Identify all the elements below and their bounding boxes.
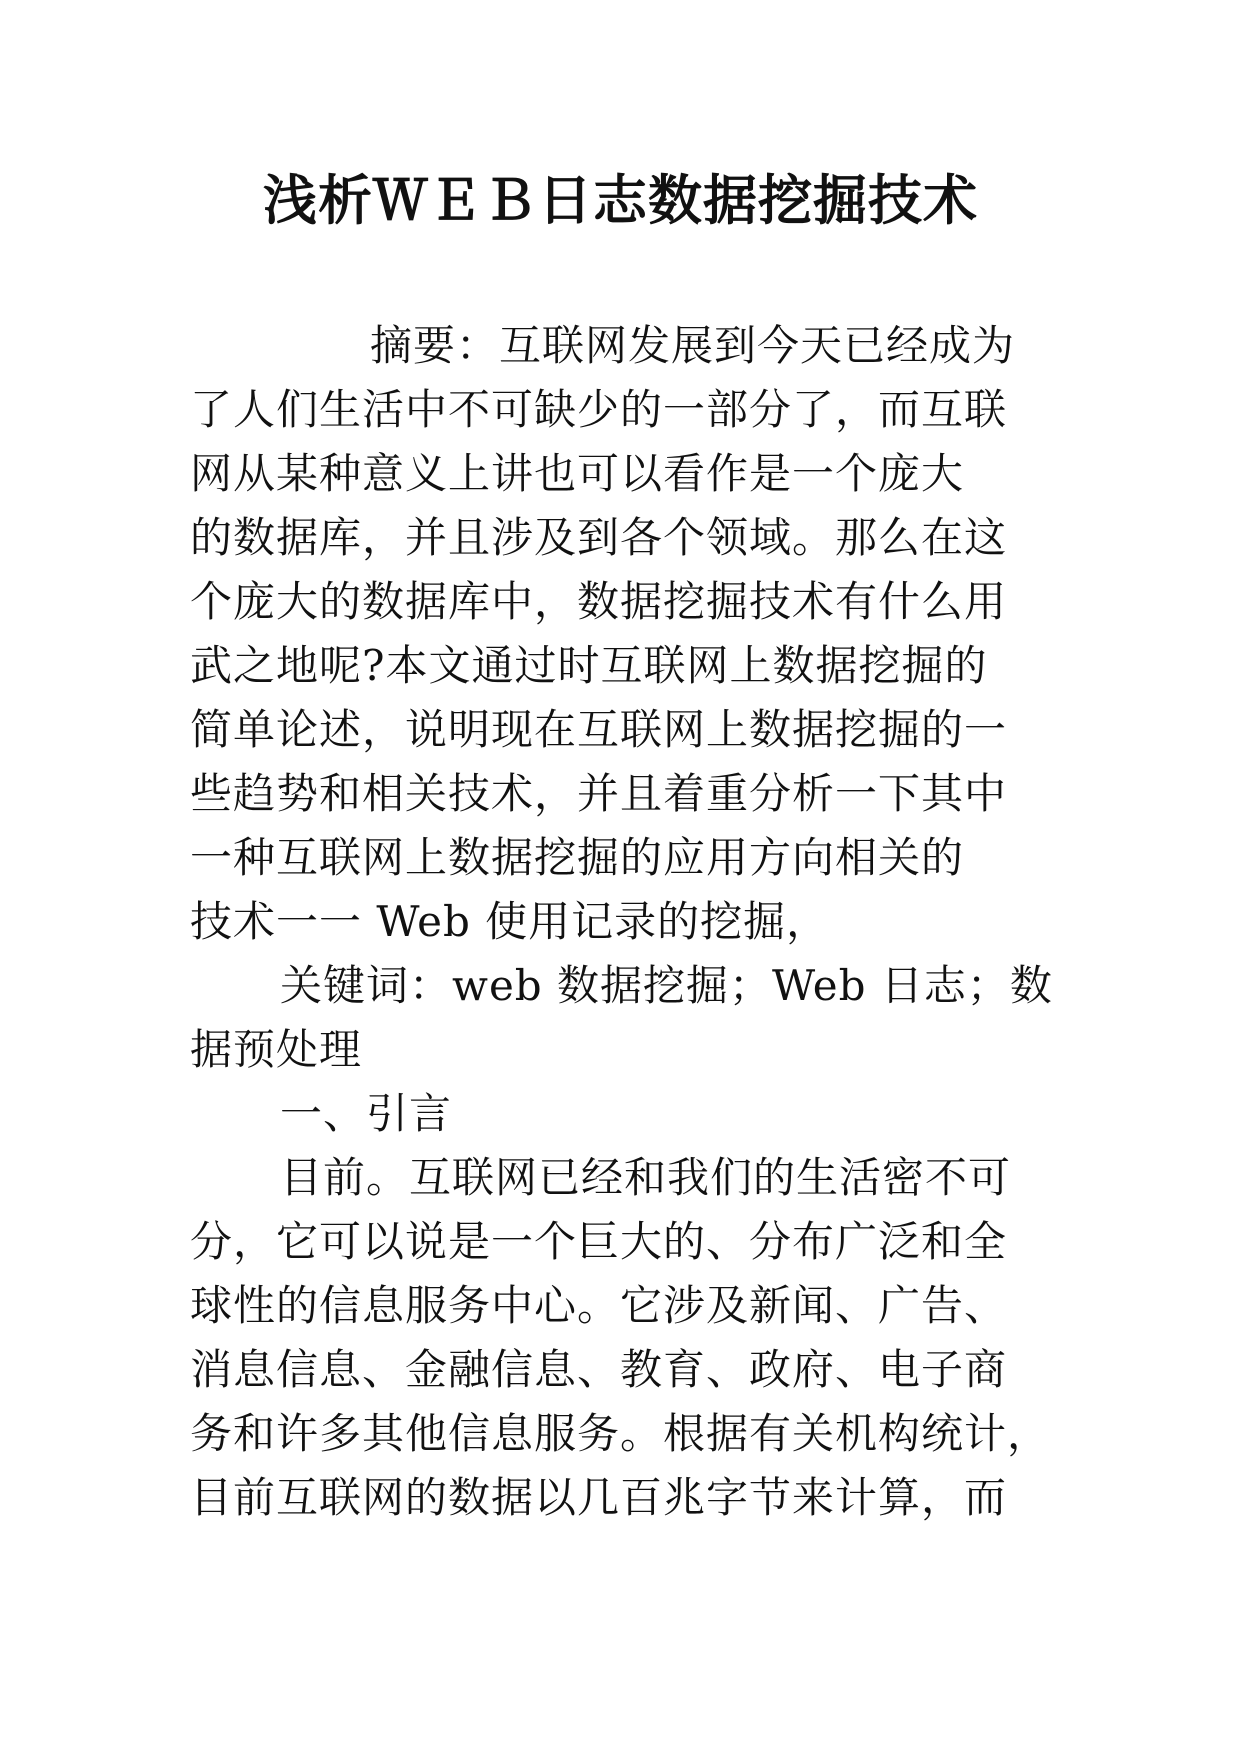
paragraph-line: 目前互联网的数据以几百兆字节来计算，而 <box>190 1473 1008 1522</box>
section-heading: 一、引言 <box>280 1089 453 1138</box>
abstract-line: 技术一一 Web 使用记录的挖掘， <box>190 897 830 946</box>
document-title: 浅析ＷＥＢ日志数据挖掘技术 <box>263 168 978 232</box>
abstract-line: 武之地呢?本文通过时互联网上数据挖掘的 <box>190 641 988 690</box>
abstract-line: 的数据库，并且涉及到各个领域。那么在这 <box>190 513 1008 562</box>
abstract-line: 网从某种意义上讲也可以看作是一个庞大 <box>190 449 965 498</box>
abstract-block <box>190 314 1090 954</box>
section-heading-block <box>190 1082 1090 1146</box>
paragraph-line: 消息信息、金融信息、教育、政府、电子商 <box>190 1345 1008 1394</box>
abstract-line: 简单论述，说明现在互联网上数据挖掘的一 <box>190 705 1008 754</box>
abstract-line: 摘要：互联网发展到今天已经成为 <box>370 321 1016 370</box>
keywords-line: 关键词：web 数据挖掘；Web 日志；数 <box>280 961 1053 1010</box>
abstract-line: 了人们生活中不可缺少的一部分了，而互联 <box>190 385 1008 434</box>
abstract-line: 个庞大的数据库中，数据挖掘技术有什么用 <box>190 577 1008 626</box>
abstract-line: 些趋势和相关技术，并且着重分析一下其中 <box>190 769 1008 818</box>
abstract-line: 一种互联网上数据挖掘的应用方向相关的 <box>190 833 965 882</box>
paragraph-line: 分，它可以说是一个巨大的、分布广泛和全 <box>190 1217 1008 1266</box>
paragraph-line: 球性的信息服务中心。它涉及新闻、广告、 <box>190 1281 1008 1330</box>
paragraph-line: 务和许多其他信息服务。根据有关机构统计， <box>190 1409 1051 1458</box>
paragraph-line: 目前。互联网已经和我们的生活密不可 <box>280 1153 1012 1202</box>
intro-paragraph <box>190 1146 1090 1530</box>
keywords-block <box>190 954 1090 1082</box>
keywords-line: 据预处理 <box>190 1025 363 1074</box>
